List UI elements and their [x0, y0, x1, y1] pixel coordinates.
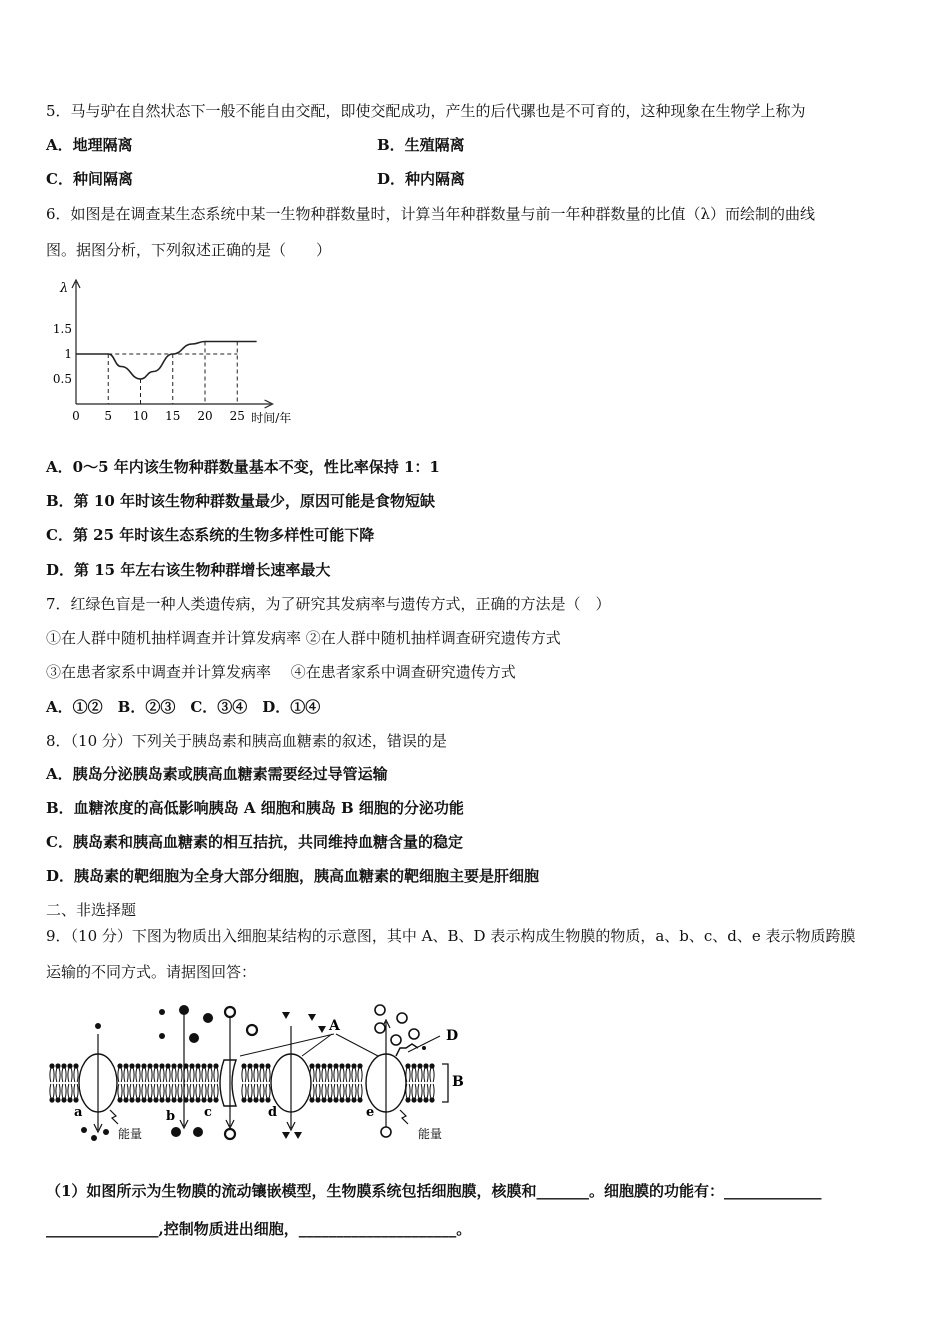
molecule-e-outside — [409, 1029, 419, 1039]
q6-option-b: B．第 10 年时该生物种群数量最少，原因可能是食物短缺 — [46, 492, 435, 510]
x-tick-label: 20 — [197, 409, 213, 423]
q8-option-a: A．胰岛分泌胰岛素或胰高血糖素需要经过导管运输 — [46, 765, 388, 783]
q7-items-3-4: ③在患者家系中调查并计算发病率 ④在患者家系中调查研究遗传方式 — [46, 663, 516, 681]
molecule-e-outside — [375, 1005, 385, 1015]
label-e-lower: e — [366, 1105, 375, 1120]
molecule-dot — [159, 1009, 165, 1015]
molecule-dot — [159, 1033, 165, 1039]
q8-option-d: D．胰岛素的靶细胞为全身大部分细胞，胰高血糖素的靶细胞主要是肝细胞 — [46, 867, 540, 885]
q6-option-a: A．0～5 年内该生物种群数量基本不变，性比率保持 1：1 — [46, 458, 440, 476]
q9-stem-line1: 9．（10 分）下图为物质出入细胞某结构的示意图，其中 A、B、D 表示构成生物膜的物质，a、b、c、d、e 表示物质跨膜 — [46, 927, 856, 945]
q9-sub1-line1: （1）如图所示为生物膜的流动镶嵌模型，生物膜系统包括细胞膜，核膜和_______。细胞膜的功能有：_____________ — [46, 1182, 822, 1200]
section-heading: 二、非选择题 — [46, 901, 137, 919]
energy-label-a: 能量 — [118, 1127, 143, 1141]
molecule-e-outside — [375, 1023, 385, 1033]
label-b-upper: B — [452, 1074, 464, 1090]
molecule-a-outside — [95, 1023, 101, 1029]
q5-option-b: B．生殖隔离 — [377, 136, 465, 154]
q5-option-c: C．种间隔离 — [46, 170, 133, 188]
q9-stem-line2: 运输的不同方式。请据图回答： — [46, 963, 257, 981]
label-a-upper: A — [329, 1018, 340, 1034]
lambda-curve — [76, 342, 257, 380]
bilayer-bracket — [442, 1064, 448, 1102]
q9-sub1-line2: _______________,控制物质进出细胞，_____________________。 — [46, 1220, 472, 1238]
label-b-lower: b — [166, 1109, 176, 1124]
x-tick-label: 25 — [229, 409, 245, 423]
y-axis-label: λ — [60, 281, 69, 296]
molecule-b-outside — [203, 1013, 213, 1023]
q6-option-d: D．第 15 年左右该生物种群增长速率最大 — [46, 561, 331, 579]
x-tick-label: 10 — [132, 409, 149, 423]
q8-option-b: B．血糖浓度的高低影响胰岛 A 细胞和胰岛 B 细胞的分泌功能 — [46, 799, 464, 817]
label-c-lower: c — [204, 1105, 212, 1120]
y-tick-label: 1 — [64, 347, 72, 361]
molecule-d-inside — [282, 1132, 290, 1139]
q8-option-c: C．胰岛素和胰高血糖素的相互拮抗，共同维持血糖含量的稳定 — [46, 833, 463, 851]
q8-stem: 8．（10 分）下列关于胰岛素和胰高血糖素的叙述，错误的是 — [46, 732, 447, 750]
molecule-d-outside — [282, 1012, 290, 1019]
x-tick-label: 15 — [165, 409, 181, 423]
molecule-b-outside — [189, 1033, 199, 1043]
q6-option-c: C．第 25 年时该生态系统的生物多样性可能下降 — [46, 526, 375, 544]
q7-items-1-2: ①在人群中随机抽样调查并计算发病率 ②在人群中随机抽样调查研究遗传方式 — [46, 629, 561, 647]
molecule-b-inside — [193, 1127, 203, 1137]
molecule-e-inside — [381, 1127, 391, 1137]
q6-stem-line1: 6．如图是在调查某生态系统中某一生物种群数量时，计算当年种群数量与前一年种群数量的比值（λ）而绘制的曲线 — [46, 205, 816, 223]
glycoprotein-chain — [396, 1044, 418, 1056]
q5-stem: 5．马与驴在自然状态下一般不能自由交配，即使交配成功，产生的后代骡也是不可育的，这种现象在生物学上称为 — [46, 102, 806, 120]
q5-option-d: D．种内隔离 — [377, 170, 466, 188]
q6-stem-line2: 图。据图分析，下列叙述正确的是（ ） — [46, 241, 332, 259]
label-a-pointers — [240, 1034, 378, 1056]
glycoprotein-bead — [422, 1046, 426, 1050]
molecule-b-outside — [179, 1005, 189, 1015]
molecule-d-outside — [308, 1014, 316, 1021]
x-tick-label: 5 — [104, 409, 113, 423]
channel-protein-left — [220, 1060, 236, 1106]
q7-options: A．①② B．②③ C．③④ D．①④ — [46, 698, 321, 716]
molecule-d-outside — [318, 1026, 326, 1033]
molecule-d-inside — [294, 1132, 302, 1139]
molecule-a-inside — [91, 1135, 97, 1141]
y-tick-label: 0.5 — [52, 372, 72, 386]
label-d-lower: d — [268, 1105, 278, 1120]
y-tick-label: 1.5 — [52, 322, 72, 336]
molecule-a-inside — [103, 1129, 109, 1135]
q5-option-a: A．地理隔离 — [46, 136, 133, 154]
energy-arrow-a — [110, 1110, 118, 1124]
molecule-b-inside — [171, 1127, 181, 1137]
energy-arrow-e — [400, 1110, 408, 1124]
energy-label-e: 能量 — [418, 1127, 443, 1141]
molecule-c-outside — [247, 1025, 257, 1035]
molecule-c-inside — [225, 1129, 235, 1139]
q7-stem: 7．红绿色盲是一种人类遗传病，为了研究其发病率与遗传方式，正确的方法是（ ） — [46, 595, 611, 613]
molecule-c-outside — [225, 1007, 235, 1017]
molecule-e-outside — [391, 1035, 401, 1045]
x-axis-label: 时间/年 — [251, 411, 292, 425]
x-tick-label: 0 — [72, 409, 80, 423]
membrane-diagram-svg — [44, 1004, 474, 1146]
label-d-upper: D — [446, 1028, 459, 1044]
label-a-lower: a — [74, 1105, 83, 1120]
molecule-e-outside — [397, 1013, 407, 1023]
lambda-chart-svg — [44, 276, 320, 426]
molecule-a-inside — [81, 1127, 87, 1133]
lambda-chart — [44, 276, 320, 426]
membrane-diagram — [44, 1004, 474, 1146]
